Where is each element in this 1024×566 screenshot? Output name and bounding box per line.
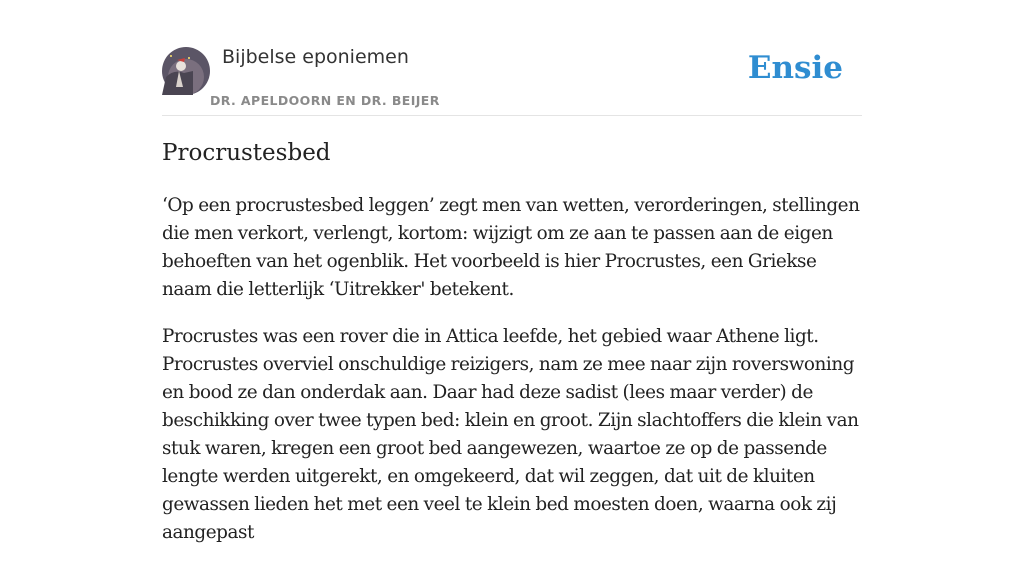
ensie-logo[interactable]: Ensie bbox=[747, 50, 843, 86]
book-header bbox=[162, 0, 862, 116]
page-container bbox=[162, 0, 862, 543]
article-body bbox=[162, 192, 862, 566]
book-cover-icon[interactable] bbox=[162, 47, 193, 95]
book-title[interactable]: Bijbelse eponiemen bbox=[222, 46, 409, 68]
article-paragraph: Procrustes was een rover die in Attica leefde, het gebied waar Athene ligt. Procrustes overviel onschuldige reizigers, nam ze mee naar zijn roverswoning en bood ze dan onderdak aan. Daar had deze sadist (lees maar verder) de beschikking over twee typen bed: klein en groot. Zijn slachtoffers die klein van stuk waren, kregen een groot bed aangewezen, waartoe ze op de passende lengte werden uitgerekt, en omgekeerd, dat wil zeggen, dat uit de kluiten gewassen lieden het met een veel te klein bed moesten doen, waarna ook zij aangepast bbox=[162, 326, 859, 543]
book-cover-image-icon bbox=[162, 47, 193, 95]
book-authors[interactable]: DR. APELDOORN EN DR. BEIJER bbox=[210, 93, 440, 108]
article-paragraph: ‘Op een procrustesbed leggen’ zegt men van wetten, verorderingen, stellingen die men verkort, verlengt, kortom: wijzigt om ze aan te passen aan de eigen behoeften van het ogenblik. Het voorbeeld is hier Procrustes, een Griekse naam die letterlijk ‘Uitrekker' betekent. bbox=[162, 195, 860, 300]
article-title: Procrustesbed bbox=[162, 140, 331, 166]
